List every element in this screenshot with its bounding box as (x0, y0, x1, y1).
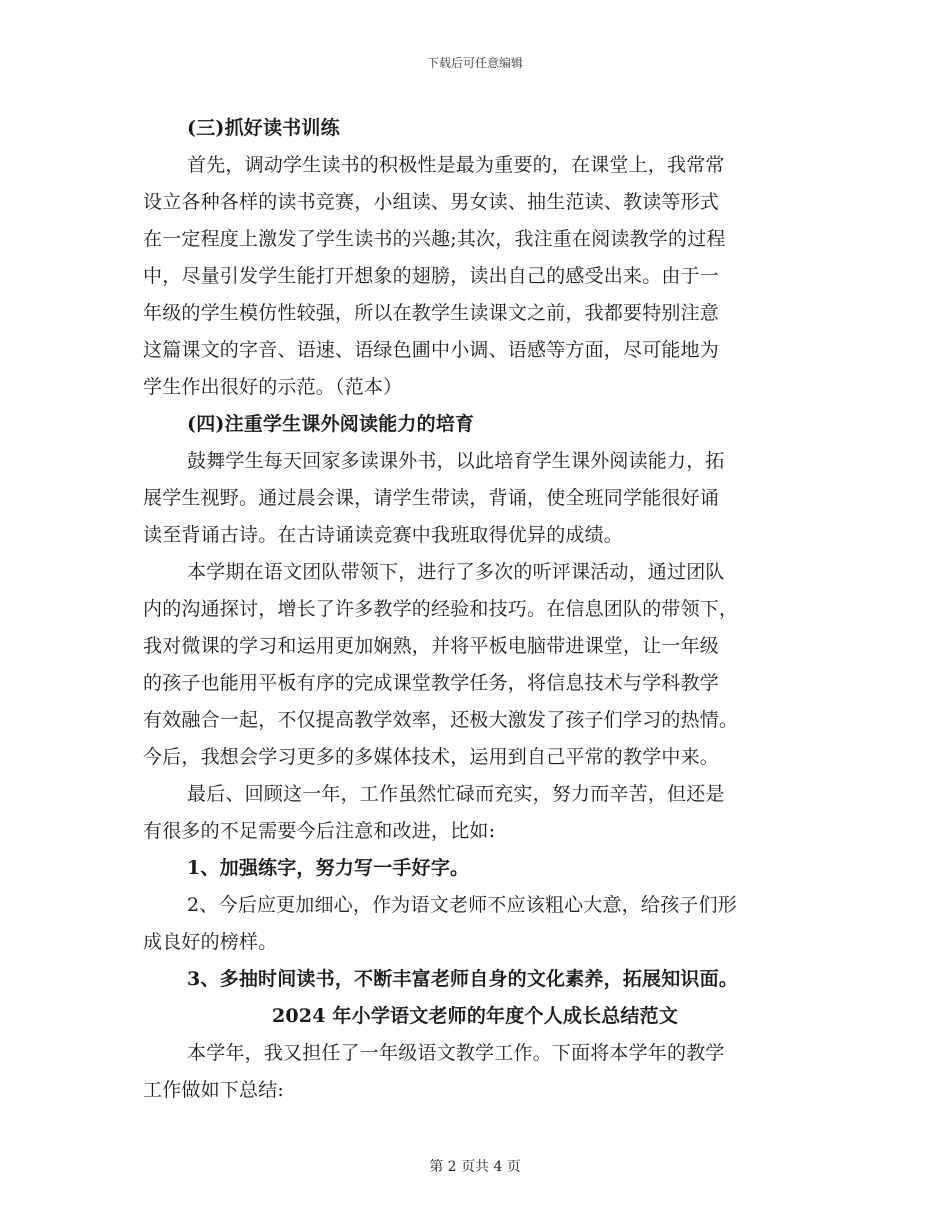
text-line: 读至背诵古诗。在古诗诵读竞赛中我班取得优异的成绩。 (143, 524, 624, 546)
text-line: 本学年，我又担任了一年级语文教学工作。下面将本学年的教学 (187, 1042, 725, 1064)
text-line: 3、多抽时间读书，不断丰富老师自身的文化素养，拓展知识面。 (187, 968, 739, 990)
text-line: 鼓舞学生每天回家多读课外书，以此培育学生课外阅读能力，拓 (187, 450, 725, 472)
text-line: 有很多的不足需要今后注意和改进，比如: (143, 820, 496, 842)
text-line: (四)注重学生课外阅读能力的培育 (187, 413, 475, 435)
text-line: 展学生视野。通过晨会课，请学生带读，背诵，使全班同学能很好诵 (143, 487, 720, 509)
text-line: 内的沟通探讨，增长了许多教学的经验和技巧。在信息团队的带领下， (143, 598, 739, 620)
page-footer: 第 2 页共 4 页 (429, 1159, 521, 1175)
text-line: 1、加强练字，努力写一手好字。 (187, 857, 470, 879)
text-line: 最后、回顾这一年，工作虽然忙碌而充实，努力而辛苦，但还是 (187, 783, 725, 805)
text-line: 学生作出很好的示范。（范本） (143, 376, 403, 398)
page-header: 下载后可任意编辑 (426, 56, 523, 70)
text-line: 中，尽量引发学生能打开想象的翅膀，读出自己的感受出来。由于一 (143, 265, 720, 287)
text-line: 本学期在语文团队带领下，进行了多次的听评课活动，通过团队 (187, 561, 725, 583)
text-line: 2、今后应更加细心，作为语文老师不应该粗心大意，给孩子们形 (187, 894, 737, 916)
text-line: 设立各种各样的读书竞赛，小组读、男女读、抽生范读、教读等形式 (143, 191, 720, 213)
text-line: 成良好的榜样。 (143, 931, 278, 953)
document-body (143, 110, 807, 1109)
text-line: 工作做如下总结: (143, 1079, 285, 1101)
text-line: 首先，调动学生读书的积极性是最为重要的，在课堂上，我常常 (187, 154, 725, 176)
text-line: 的孩子也能用平板有序的完成课堂教学任务，将信息技术与学科教学 (143, 672, 720, 694)
text-line: (三)抓好读书训练 (187, 117, 340, 139)
text-line: 年级的学生模仿性较强，所以在教学生读课文之前，我都要特别注意 (143, 302, 720, 324)
text-line: 今后，我想会学习更多的多媒体技术，运用到自己平常的教学中来。 (143, 746, 720, 768)
text-line: 有效融合一起，不仅提高教学效率，还极大激发了孩子们学习的热情。 (143, 709, 739, 731)
text-line: 我对微课的学习和运用更加娴熟，并将平板电脑带进课堂，让一年级 (143, 635, 720, 657)
text-line: 2024 年小学语文老师的年度个人成长总结范文 (271, 1005, 679, 1027)
text-line: 在一定程度上激发了学生读书的兴趣;其次，我注重在阅读教学的过程 (143, 228, 726, 250)
text-line: 这篇课文的字音、语速、语绿色圃中小调、语感等方面，尽可能地为 (143, 339, 720, 361)
